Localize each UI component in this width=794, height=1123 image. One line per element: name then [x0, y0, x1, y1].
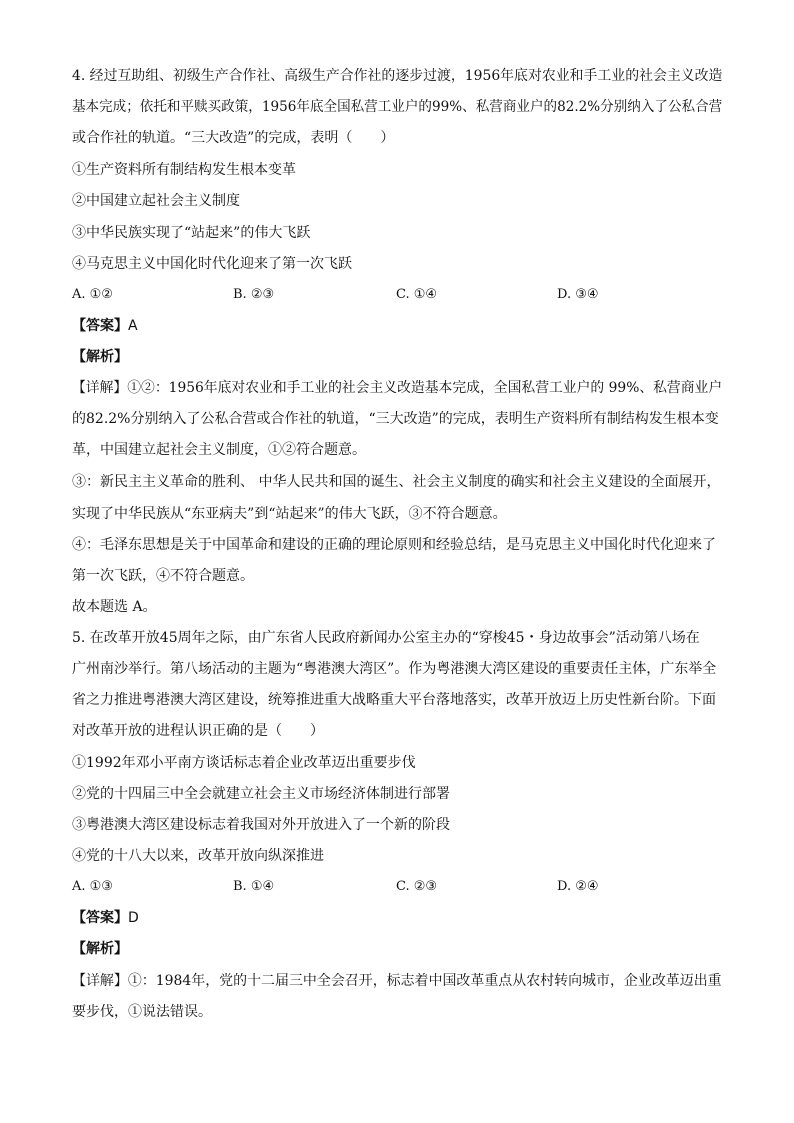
q4-stem-line-3: 或合作社的轨道。“三大改造”的完成，表明（ ） — [72, 130, 395, 146]
q5-option-a: A. ①③ — [72, 879, 113, 894]
q4-detail-line-6: ④：毛泽东思想是关于中国革命和建设的正确的理论原则和经验总结，是马克思主义中国化时代化迎来了 — [72, 537, 716, 553]
q5-stem-line-4: 对改革开放的进程认识正确的是（ ） — [72, 723, 324, 739]
q4-option-b: B. ②③ — [233, 287, 275, 302]
q4-answer-value: A — [128, 318, 138, 334]
q4-option-d: D. ③④ — [557, 287, 599, 302]
q4-detail-line-2: 的82.2%分别纳入了公私合营或合作社的轨道，“三大改造”的完成，表明生产资料所有制结构发生根本变 — [72, 411, 719, 427]
q4-statement-2: ②中国建立起社会主义制度 — [72, 193, 240, 209]
q4-statement-1: ①生产资料所有制结构发生根本变革 — [72, 162, 296, 178]
q5-option-c: C. ②③ — [396, 879, 438, 894]
q5-stem-line-2: 广州南沙举行。第八场活动的主题为“粤港澳大湾区”。作为粤港澳大湾区建设的重要责任主体，广东举全 — [72, 661, 717, 677]
q4-detail-line-4: ③：新民主主义革命的胜利、 中华人民共和国的诞生、社会主义制度的确实和社会主义建设的全面展开， — [72, 474, 721, 490]
q4-detail-line-7: 第一次飞跃，④不符合题意。 — [72, 568, 254, 584]
q5-answer-value: D — [128, 910, 139, 926]
q4-answer — [72, 316, 138, 336]
q4-option-a: A. ①② — [72, 287, 113, 302]
q4-statement-4: ④马克思主义中国化时代化迎来了第一次飞跃 — [72, 256, 352, 272]
q5-statement-2: ②党的十四届三中全会就建立社会主义市场经济体制进行部署 — [72, 786, 450, 802]
q4-conclusion: 故本题选 A。 — [72, 599, 157, 615]
q4-analysis-label: 【解析】 — [72, 349, 128, 365]
q5-option-d: D. ②④ — [557, 879, 599, 894]
q5-detail-line-1: 【详解】①：1984年，党的十二届三中全会召开，标志着中国改革重点从农村转向城市，企业改革迈出重 — [72, 973, 722, 989]
q4-stem-line-2: 基本完成；依托和平赎买政策，1956年底全国私营工业户的99%、私营商业户的82.2%分别纳入了公私合营 — [72, 99, 723, 115]
q4-stem-line-1: 4. 经过互助组、初级生产合作社、高级生产合作社的逐步过渡，1956年底对农业和手工业的社会主义改造 — [72, 68, 723, 84]
q5-answer-label: 【答案】 — [72, 910, 128, 926]
q4-option-c: C. ①④ — [396, 287, 438, 302]
q5-statement-3: ③粤港澳大湾区建设标志着我国对外开放进入了一个新的阶段 — [72, 817, 450, 833]
q4-detail-line-5: 实现了中华民族从“东亚病夫”到“站起来”的伟大飞跃，③不符合题意。 — [72, 506, 507, 522]
q5-option-b: B. ①④ — [233, 879, 275, 894]
q4-answer-label: 【答案】 — [72, 318, 128, 334]
q5-analysis-label: 【解析】 — [72, 941, 128, 957]
q5-statement-1: ①1992年邓小平南方谈话标志着企业改革迈出重要步伐 — [72, 755, 416, 771]
q5-detail-line-2: 要步伐，①说法错误。 — [72, 1004, 212, 1020]
q4-statement-3: ③中华民族实现了“站起来”的伟大飞跃 — [72, 225, 311, 241]
q4-detail-line-3: 革，中国建立起社会主义制度，①②符合题意。 — [72, 442, 366, 458]
q4-detail-line-1: 【详解】①②：1956年底对农业和手工业的社会主义改造基本完成，全国私营工业户的 99%、私营商业户 — [72, 380, 723, 396]
q5-stem-line-1: 5. 在改革开放45周年之际，由广东省人民政府新闻办公室主办的“穿梭45・身边故事会”活动第八场在 — [72, 630, 700, 646]
q5-answer — [72, 908, 139, 928]
q5-stem-line-3: 省之力推进粤港澳大湾区建设，统筹推进重大战略重大平台落地落实，改革开放迈上历史性新台阶。下面 — [72, 692, 716, 708]
q5-statement-4: ④党的十八大以来，改革开放向纵深推进 — [72, 848, 324, 864]
